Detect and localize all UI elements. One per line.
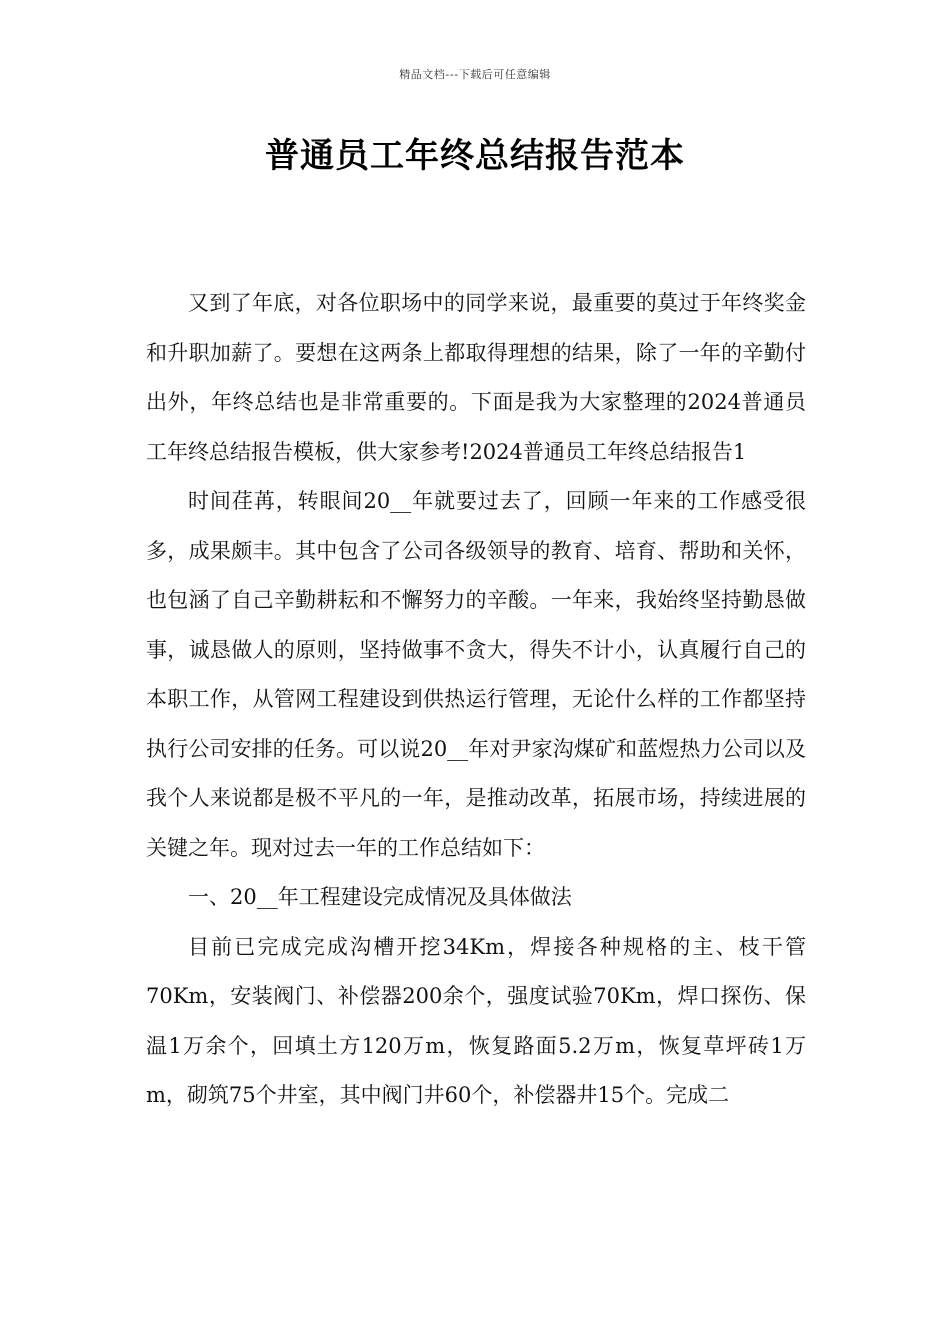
header-note: 精品文档---下载后可任意编辑 <box>399 68 551 81</box>
paragraph-review: 时间荏苒，转眼间20__年就要过去了，回顾一年来的工作感受很多，成果颇丰。其中包含了公司各级领导的教育、培育、帮助和关怀，也包涵了自己辛勤耕耘和不懈努力的辛酸。一年来，我始终坚持勤恳做事，诚恳做人的原则，坚持做事不贪大，得失不计小，认真履行自己的本职工作，从管网工程建设到供热运行管理，无论什么样的工作都坚持执行公司安排的任务。可以说20__年对尹家沟煤矿和蓝煜热力公司以及我个人来说都是极不平凡的一年，是推动改革，拓展市场，持续进展的关键之年。现对过去一年的工作总结如下： <box>146 489 806 860</box>
document-body <box>146 279 806 1121</box>
paragraph-intro: 又到了年底，对各位职场中的同学来说，最重要的莫过于年终奖金和升职加薪了。要想在这两条上都取得理想的结果，除了一年的辛勤付出外，年终总结也是非常重要的。下面是我为大家整理的2024普通员工年终总结报告模板，供大家参考!2024普通员工年终总结报告1 <box>146 291 806 464</box>
document-title: 普通员工年终总结报告范本 <box>265 136 685 176</box>
paragraph-progress: 目前已完成完成沟槽开挖34Km，焊接各种规格的主、枝干管70Km，安装阀门、补偿器200余个，强度试验70Km，焊口探伤、保温1万余个，回填土方120万m，恢复路面5.2万m，恢复草坪砖1万m，砌筑75个井室，其中阀门井60个，补偿器井15个。完成二 <box>146 934 806 1107</box>
section-heading: 一、20__年工程建设完成情况及具体做法 <box>188 885 572 909</box>
